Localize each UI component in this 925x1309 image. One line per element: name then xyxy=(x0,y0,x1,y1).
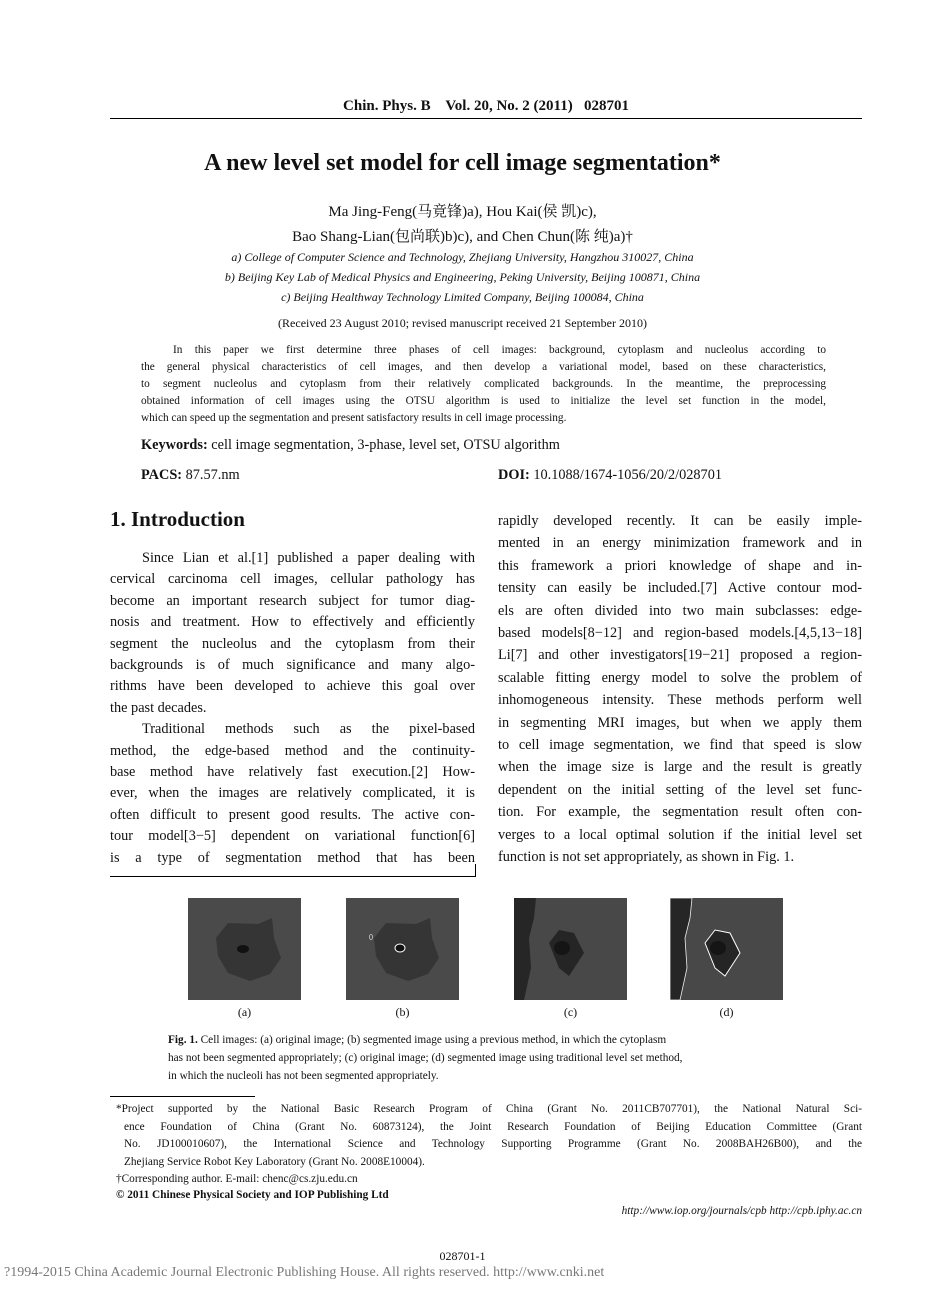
figure-caption-line-1 xyxy=(168,1034,666,1046)
figure-image-a xyxy=(188,898,301,1000)
body-text-line: rapidly developed recently. It can be easily imple- xyxy=(498,513,862,529)
figure-caption-line-3: in which the nucleoli has not been segmented appropriately. xyxy=(168,1070,439,1082)
figure-label-c: (c) xyxy=(563,1005,578,1019)
body-text-line: verges to a local optimal solution if the initial level set xyxy=(498,826,862,843)
paper-title: A new level set model for cell image segmentation* xyxy=(204,150,721,176)
body-text-line: Traditional methods such as the pixel-based xyxy=(142,721,475,738)
body-text-line: become an important research subject for tumor diag- xyxy=(110,592,475,609)
body-text-line: ever, when the images are relatively complicated, it is xyxy=(110,785,475,802)
body-text-line: the past decades. xyxy=(110,699,207,716)
figure-label-a: (a) xyxy=(237,1005,252,1019)
copyright: © 2011 Chinese Physical Society and IOP Publishing Ltd xyxy=(116,1189,389,1201)
pacs xyxy=(141,467,240,484)
affiliation-b: b) Beijing Key Lab of Medical Physics and Engineering, Peking University, Beijing 100871, China xyxy=(224,270,701,284)
footnote-line: No. JD100010607), the International Science and Technology Supporting Programme (Grant No. 2008BAH26B00), and the xyxy=(124,1138,862,1150)
body-text-line: this framework a priori knowledge of shape and in- xyxy=(498,557,862,574)
body-text-line: is a type of segmentation method that has been xyxy=(110,849,475,866)
body-text-line: Since Lian et al.[1] published a paper dealing with xyxy=(142,550,475,566)
body-text-line: base method have relatively fast execution.[2] How- xyxy=(110,764,475,780)
body-text-line: Li[7] and other investigators[19−21] proposed a region- xyxy=(498,647,862,664)
affiliation-c: c) Beijing Healthway Technology Limited Company, Beijing 100084, China xyxy=(281,290,644,304)
header-rule xyxy=(110,118,862,119)
journal-urls[interactable]: http://www.iop.org/journals/cpb http://cpb.iphy.ac.cn xyxy=(621,1205,862,1217)
received-dates: (Received 23 August 2010; revised manuscript received 21 September 2010) xyxy=(278,316,647,330)
body-text-line: function is not set appropriately, as shown in Fig. 1. xyxy=(498,849,795,865)
body-text-line: mented in an energy minimization framework and in xyxy=(498,535,862,552)
body-text-line: often difficult to present good results. The active con- xyxy=(110,806,475,823)
body-text-line: rithms have been developed to achieve this goal over xyxy=(110,678,475,695)
body-text-line: nosis and treatment. How to effectively and efficiently xyxy=(110,614,475,631)
abstract-line: the general physical characteristics of cell images, and then develop a variational model, based on these characteristics, xyxy=(141,361,826,373)
figure-caption-label: Fig. 1. xyxy=(168,1034,198,1046)
body-text-line: method, the edge-based method and the continuity- xyxy=(110,742,475,759)
abstract-line: obtained information of cell images using the OTSU algorithm is used to initialize the level set function in the model, xyxy=(141,395,826,407)
footnote-line: ence Foundation of China (Grant No. 60873124), the Joint Research Foundation of Beijing Education Committee (Grant xyxy=(124,1120,862,1133)
keywords xyxy=(141,437,560,454)
body-text-line: segment the nucleolus and the cytoplasm from their xyxy=(110,635,475,652)
figure-label-d: (d) xyxy=(719,1005,734,1019)
figure-image-c xyxy=(514,898,627,1000)
column-break-tick xyxy=(475,864,476,877)
body-text-line: inhomogeneous intensity. These methods perform well xyxy=(498,692,862,709)
figure-image-b xyxy=(346,898,459,1000)
body-text-line: dependent on the initial setting of the level set func- xyxy=(498,781,862,798)
footnote-line: Zhejiang Service Robot Key Laboratory (Grant No. 2008E10004). xyxy=(124,1155,425,1168)
body-text-line: when the image size is large and the result is greatly xyxy=(498,759,862,776)
authors-line-1: Ma Jing-Feng(马竟锋)a), Hou Kai(侯 凯)c), xyxy=(328,204,597,220)
authors-line-2: Bao Shang-Lian(包尚联)b)c), and Chen Chun(陈 纯)a)† xyxy=(292,229,633,245)
figure-image-d xyxy=(670,898,783,1000)
footnote-line: †Corresponding author. E-mail: chenc@cs.zju.edu.cn xyxy=(116,1173,358,1185)
body-text-line: in segmenting MRI images, but when we apply them xyxy=(498,714,862,731)
body-text-line: scalable fitting energy model to solve the problem of xyxy=(498,669,862,686)
figure-label-b: (b) xyxy=(395,1005,410,1019)
volume-info: Vol. 20, No. 2 (2011) xyxy=(445,98,573,114)
body-text-line: tensity can easily be included.[7] Active contour mod- xyxy=(498,580,862,597)
body-text-line: cervical carcinoma cell images, cellular pathology has xyxy=(110,571,475,588)
keywords-value: cell image segmentation, 3-phase, level set, OTSU algorithm xyxy=(211,437,560,453)
page-number: 028701-1 xyxy=(439,1249,486,1263)
doi xyxy=(498,467,722,484)
pacs-label: PACS: xyxy=(141,467,183,483)
column-break-rule xyxy=(110,876,476,877)
footnote-line: *Project supported by the National Basic Research Program of China (Grant No. 2011CB707701), the National Natural Sci- xyxy=(116,1103,862,1115)
keywords-label: Keywords: xyxy=(141,437,208,453)
body-text-line: els are often divided into two main subclasses: edge- xyxy=(498,602,862,619)
journal-name: Chin. Phys. B xyxy=(343,98,431,114)
doi-value: 10.1088/1674-1056/20/2/028701 xyxy=(533,467,722,483)
body-text-line: to cell image segmentation, we find that speed is slow xyxy=(498,737,862,753)
figure-caption-line-2: has not been segmented appropriately; (c) original image; (d) segmented image using traditional level set method, xyxy=(168,1052,683,1064)
abstract-line: In this paper we first determine three phases of cell images: background, cytoplasm and nucleolus according to xyxy=(173,344,826,356)
caption-text: Cell images: (a) original image; (b) segmented image using a previous method, in which the cytoplasm xyxy=(200,1034,667,1046)
doi-label: DOI: xyxy=(498,467,530,483)
pacs-value: 87.57.nm xyxy=(185,467,240,483)
body-text-line: tour model[3−5] dependent on variational function[6] xyxy=(110,828,475,845)
body-text-line: based models[8−12] and region-based models.[4,5,13−18] xyxy=(498,625,862,641)
affiliation-a: a) College of Computer Science and Technology, Zhejiang University, Hangzhou 310027, China xyxy=(231,250,694,264)
section-heading: 1. Introduction xyxy=(110,507,245,531)
footnote-rule xyxy=(110,1096,255,1097)
body-text-line: tion. For example, the segmentation result often con- xyxy=(498,804,862,821)
watermark: ?1994-2015 China Academic Journal Electronic Publishing House. All rights reserved. http://www.cnki.net xyxy=(4,1265,605,1280)
abstract-line: to segment nucleolus and cytoplasm from their relatively complicated backgrounds. In the meantime, the preprocessing xyxy=(141,378,826,390)
running-header xyxy=(110,98,862,115)
body-text-line: backgrounds is of much significance and many algo- xyxy=(110,657,475,673)
abstract-line: which can speed up the segmentation and present satisfactory results in cell image processing. xyxy=(141,412,567,424)
article-number: 028701 xyxy=(583,98,629,114)
